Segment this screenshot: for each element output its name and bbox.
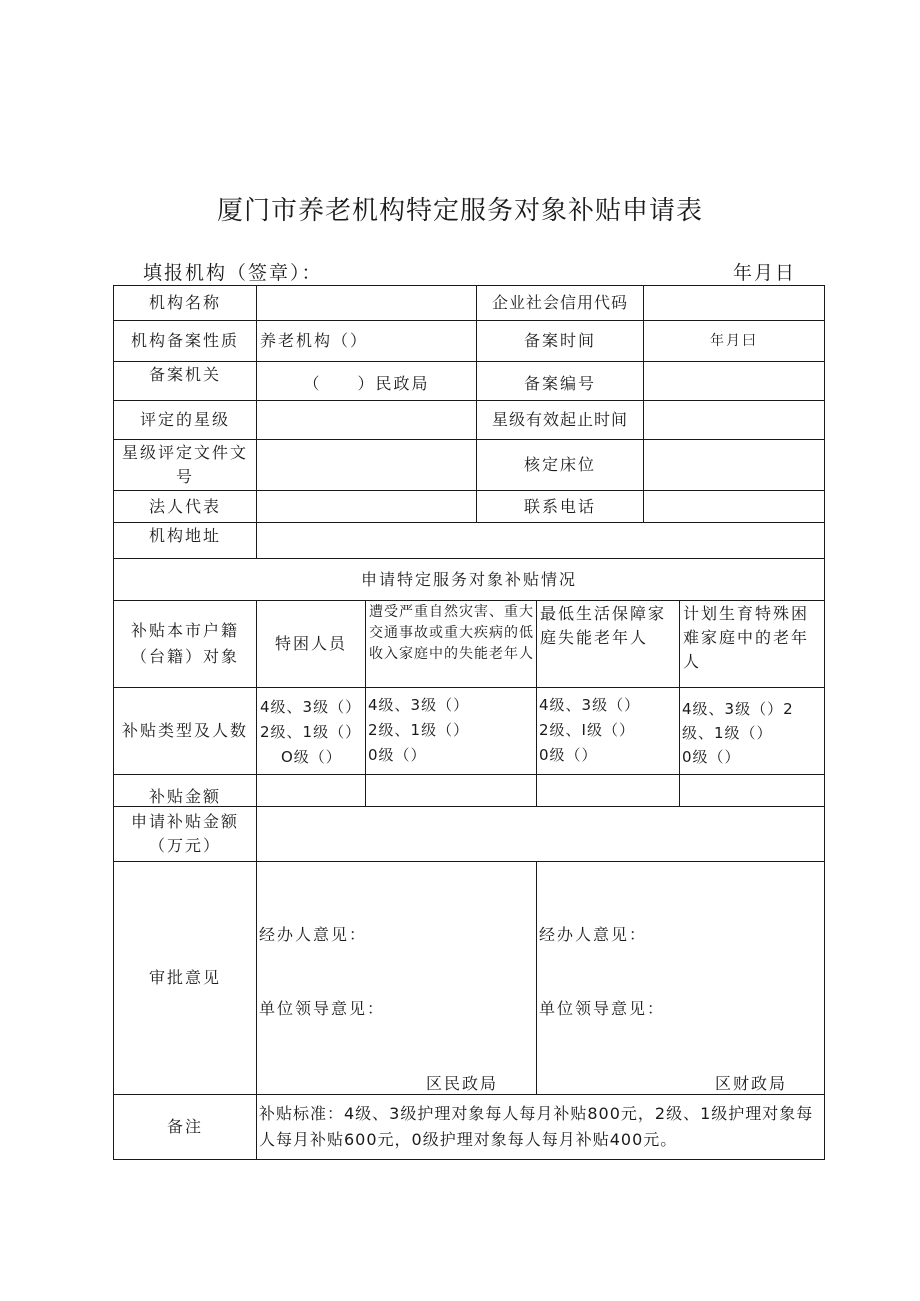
col1-line2: 2级、1级（）: [260, 723, 362, 741]
section-title: 申请特定服务对象补贴情况: [360, 569, 577, 589]
inst-name-label: 机构名称: [148, 293, 221, 313]
star-doc-field[interactable]: [257, 440, 476, 490]
subsidy-amount-col4[interactable]: [680, 775, 824, 806]
remarks-label: 备注: [166, 1117, 203, 1137]
record-nature-label: 机构备案性质: [130, 331, 239, 351]
record-org-value[interactable]: （ ）民政局: [303, 374, 430, 394]
credit-code-field[interactable]: [644, 286, 824, 320]
col1-line1: 4级、3级（）: [260, 698, 362, 716]
approval-label: 审批意见: [148, 968, 221, 988]
phone-label: 联系电话: [523, 496, 596, 516]
star-field[interactable]: [257, 401, 476, 439]
filler-label: 填报机构（签章）：: [143, 262, 323, 284]
approval-right-leader: 单位领导意见：: [539, 999, 666, 1018]
col2-line3: 0级（）: [368, 746, 427, 764]
star-validity-label: 星级有效起止时间: [491, 410, 628, 430]
subsidy-amount-col2[interactable]: [366, 775, 536, 806]
category-dibao: 最低生活保障家庭失能老年人: [540, 604, 667, 647]
subsidy-types-label: 补贴类型及人数: [121, 721, 248, 741]
star-validity-field[interactable]: [644, 401, 824, 439]
approval-right-office: 区财政局: [715, 1074, 788, 1093]
approval-left-handler: 经办人意见：: [259, 925, 368, 944]
record-time-value[interactable]: 年月曰: [710, 332, 758, 349]
approval-right-handler: 经办人意见：: [539, 925, 648, 944]
col1-line3: O级（）: [281, 748, 342, 766]
col4-line1: 4级、3级（）2: [682, 700, 794, 718]
category-family-planning: 计划生育特殊困难家庭中的老年人: [683, 604, 810, 671]
beds-label: 核定床位: [523, 455, 596, 475]
approval-left-leader: 单位领导意见：: [259, 999, 386, 1018]
col3-line1: 4级、3级（）: [539, 696, 641, 714]
approval-left-office: 区民政局: [426, 1074, 499, 1093]
col3-line3: 0级（）: [539, 746, 598, 764]
record-org-label: 备案机关: [148, 365, 221, 384]
apply-amount-field[interactable]: [257, 807, 824, 861]
star-doc-label: 星级评定文件文号: [121, 443, 248, 486]
address-field[interactable]: [257, 523, 824, 558]
star-label: 评定的星级: [139, 410, 230, 430]
form-title: 厦门市养老机构特定服务对象补贴申请表: [216, 196, 703, 226]
category-disaster: 遭受严重自然灾害、重大交通事故或重大疾病的低收入家庭中的失能老年人: [369, 604, 534, 662]
col2-line1: 4级、3级（）: [368, 696, 470, 714]
inst-name-field[interactable]: [257, 286, 476, 320]
record-number-field[interactable]: [644, 362, 824, 400]
record-number-label: 备案编号: [523, 374, 596, 394]
beds-field[interactable]: [644, 440, 824, 490]
remarks-text: 补贴标准：4级、3级护理对象每人每月补贴800元，2级、1级护理对象每人每月补贴600元，0级护理对象每人每月补贴400元。: [259, 1104, 814, 1149]
col4-line3: 0级（）: [682, 748, 741, 766]
address-label: 机构地址: [148, 526, 221, 545]
legal-rep-field[interactable]: [257, 491, 476, 522]
col3-line2: 2级、I级（）: [539, 721, 635, 739]
col2-line2: 2级、1级（）: [368, 721, 470, 739]
subsidy-amount-col1[interactable]: [257, 775, 365, 806]
subsidy-amount-label: 补贴金额: [148, 786, 221, 806]
apply-amount-label: 申请补贴金额（万元）: [130, 812, 239, 855]
credit-code-label: 企业社会信用代码: [491, 293, 628, 313]
subsidy-amount-col3[interactable]: [537, 775, 679, 806]
subsidy-objects-label: 补贴本市户籍（台籍）对象: [130, 621, 239, 666]
header-date: 年月日: [733, 262, 797, 284]
col4-line2: 级、1级（）: [682, 724, 773, 742]
category-tekun: 特困人员: [274, 634, 347, 654]
phone-field[interactable]: [644, 491, 824, 522]
record-nature-value[interactable]: 养老机构（）: [260, 331, 369, 351]
record-time-label: 备案时间: [523, 331, 596, 351]
legal-rep-label: 法人代表: [148, 496, 221, 516]
